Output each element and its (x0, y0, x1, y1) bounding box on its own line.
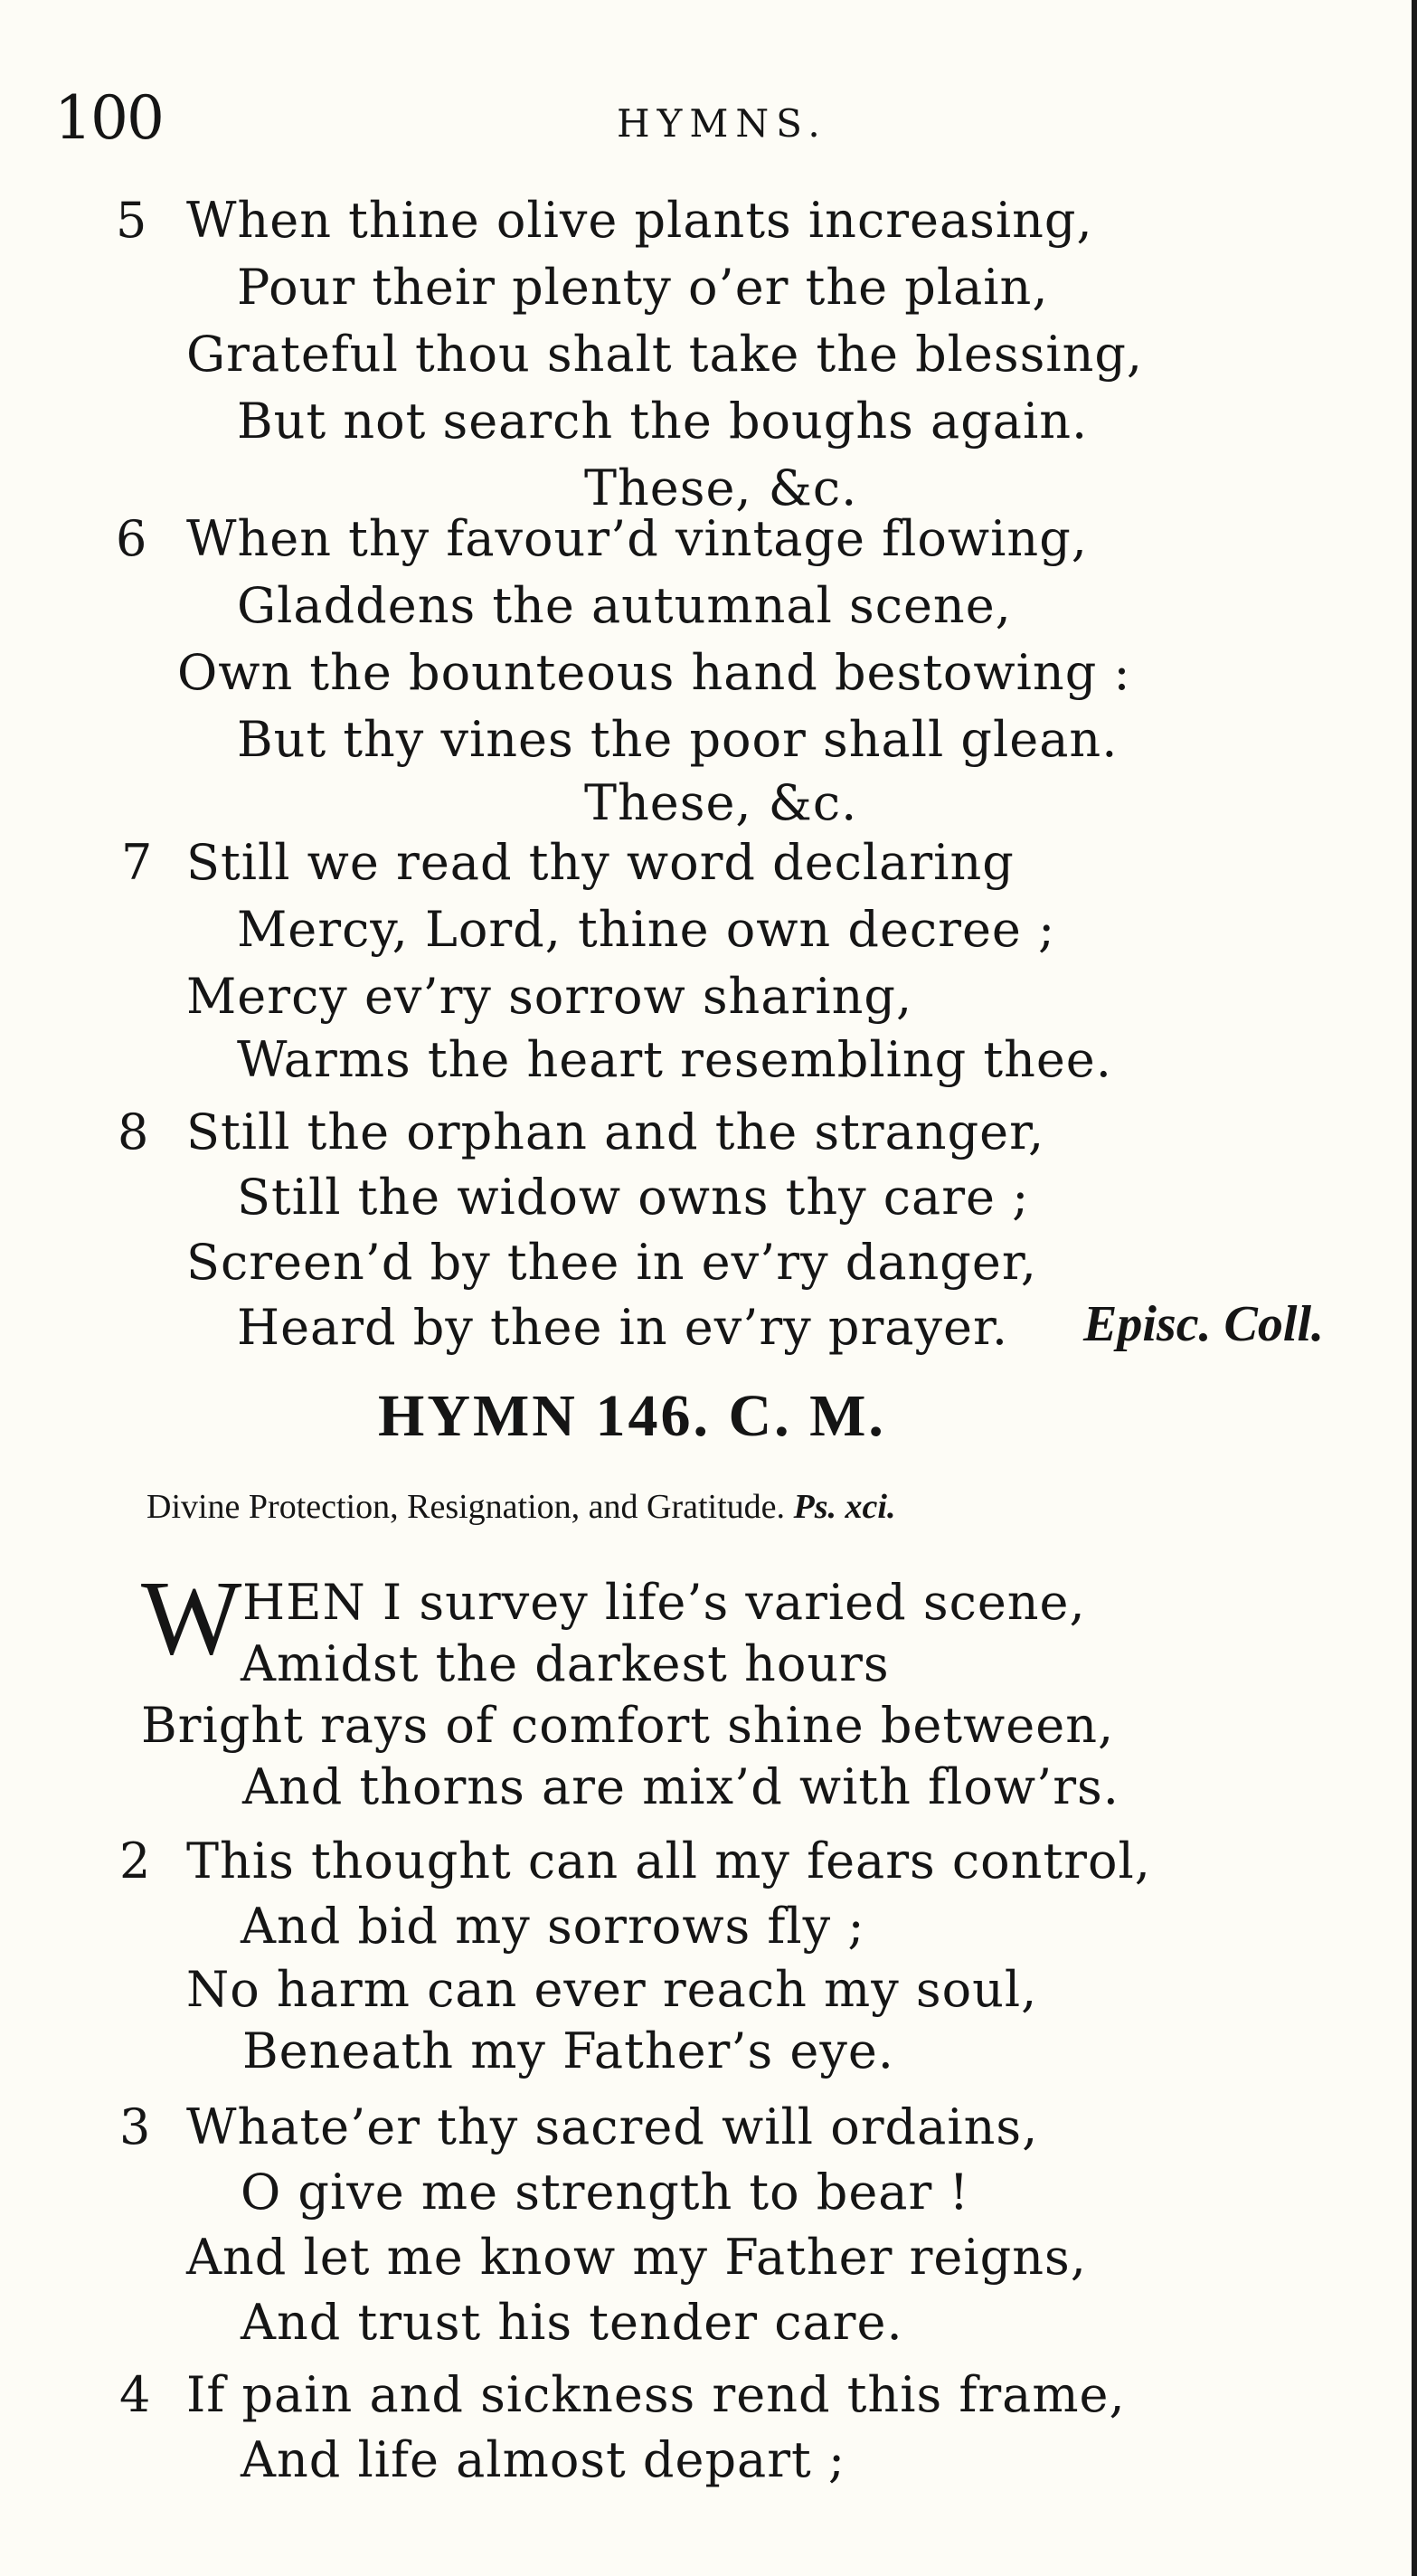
verse-line: Still we read thy word declaring (186, 834, 1015, 891)
verse-line: And bid my sorrows fly ; (241, 1898, 865, 1955)
verse-line: Beneath my Father’s eye. (242, 2022, 894, 2079)
verse-line: Gladdens the autumnal scene, (237, 577, 1012, 634)
attribution: Episc. Coll. (1083, 1296, 1325, 1352)
verse-line: And let me know my Father reigns, (186, 2229, 1087, 2286)
verse-line: Own the bounteous hand bestowing : (177, 644, 1131, 701)
verse-line: Mercy ev’ry sorrow sharing, (186, 968, 913, 1025)
scripture-reference: Ps. xci. (793, 1488, 896, 1526)
hymn-heading: HYMN 146. C. M. (378, 1383, 886, 1449)
page-edge (1412, 0, 1417, 2576)
verse-line: Mercy, Lord, thine own decree ; (237, 901, 1056, 958)
stanza-number: 3 (119, 2098, 151, 2155)
verse-line: Pour their plenty o’er the plain, (237, 259, 1049, 316)
verse-line: But not search the boughs again. (237, 393, 1089, 450)
verse-line: Heard by thee in ev’ry prayer. (237, 1299, 1008, 1356)
verse-line: This thought can all my fears control, (186, 1833, 1151, 1889)
verse-line: Whate’er thy sacred will ordains, (186, 2098, 1039, 2155)
verse-line: When thine olive plants increasing, (186, 192, 1093, 249)
subtitle-text: Divine Protection, Resignation, and Gratitude. (146, 1488, 786, 1526)
verse-line: Bright rays of comfort shine between, (141, 1697, 1115, 1754)
verse-line: No harm can ever reach my soul, (186, 1961, 1038, 2018)
verse-line: Grateful thou shalt take the blessing, (186, 326, 1144, 383)
verse-line: Warms the heart resembling thee. (237, 1031, 1112, 1088)
verse-line: O give me strength to bear ! (241, 2164, 970, 2221)
verse-refrain: These, &c. (584, 459, 858, 516)
verse-line: HEN I survey life’s varied scene, (242, 1574, 1086, 1631)
verse-line: And thorns are mix’d with flow’rs. (242, 1758, 1119, 1815)
verse-line: But thy vines the poor shall glean. (237, 711, 1119, 768)
stanza-number: 4 (119, 2366, 151, 2423)
stanza-number: 5 (116, 192, 147, 249)
stanza-number: 8 (118, 1103, 149, 1160)
page-number: 100 (54, 83, 163, 153)
verse-line: If pain and sickness rend this frame, (186, 2366, 1126, 2423)
stanza-number: 6 (116, 510, 147, 567)
verse-line: When thy favour’d vintage flowing, (186, 510, 1088, 567)
verse-line: Amidst the darkest hours (241, 1635, 890, 1692)
drop-cap: W (141, 1558, 242, 1677)
verse-line: Still the widow owns thy care ; (237, 1169, 1030, 1226)
verse-line: Still the orphan and the stranger, (186, 1103, 1045, 1160)
running-title: HYMNS. (617, 101, 827, 146)
stanza-number: 7 (121, 834, 153, 891)
verse-line: And life almost depart ; (241, 2431, 846, 2488)
verse-refrain: These, &c. (584, 774, 858, 831)
stanza-number: 2 (119, 1833, 151, 1889)
hymn-subtitle (146, 1487, 895, 1527)
verse-line: Screen’d by thee in ev’ry danger, (186, 1234, 1037, 1291)
verse-line: And trust his tender care. (241, 2294, 903, 2351)
